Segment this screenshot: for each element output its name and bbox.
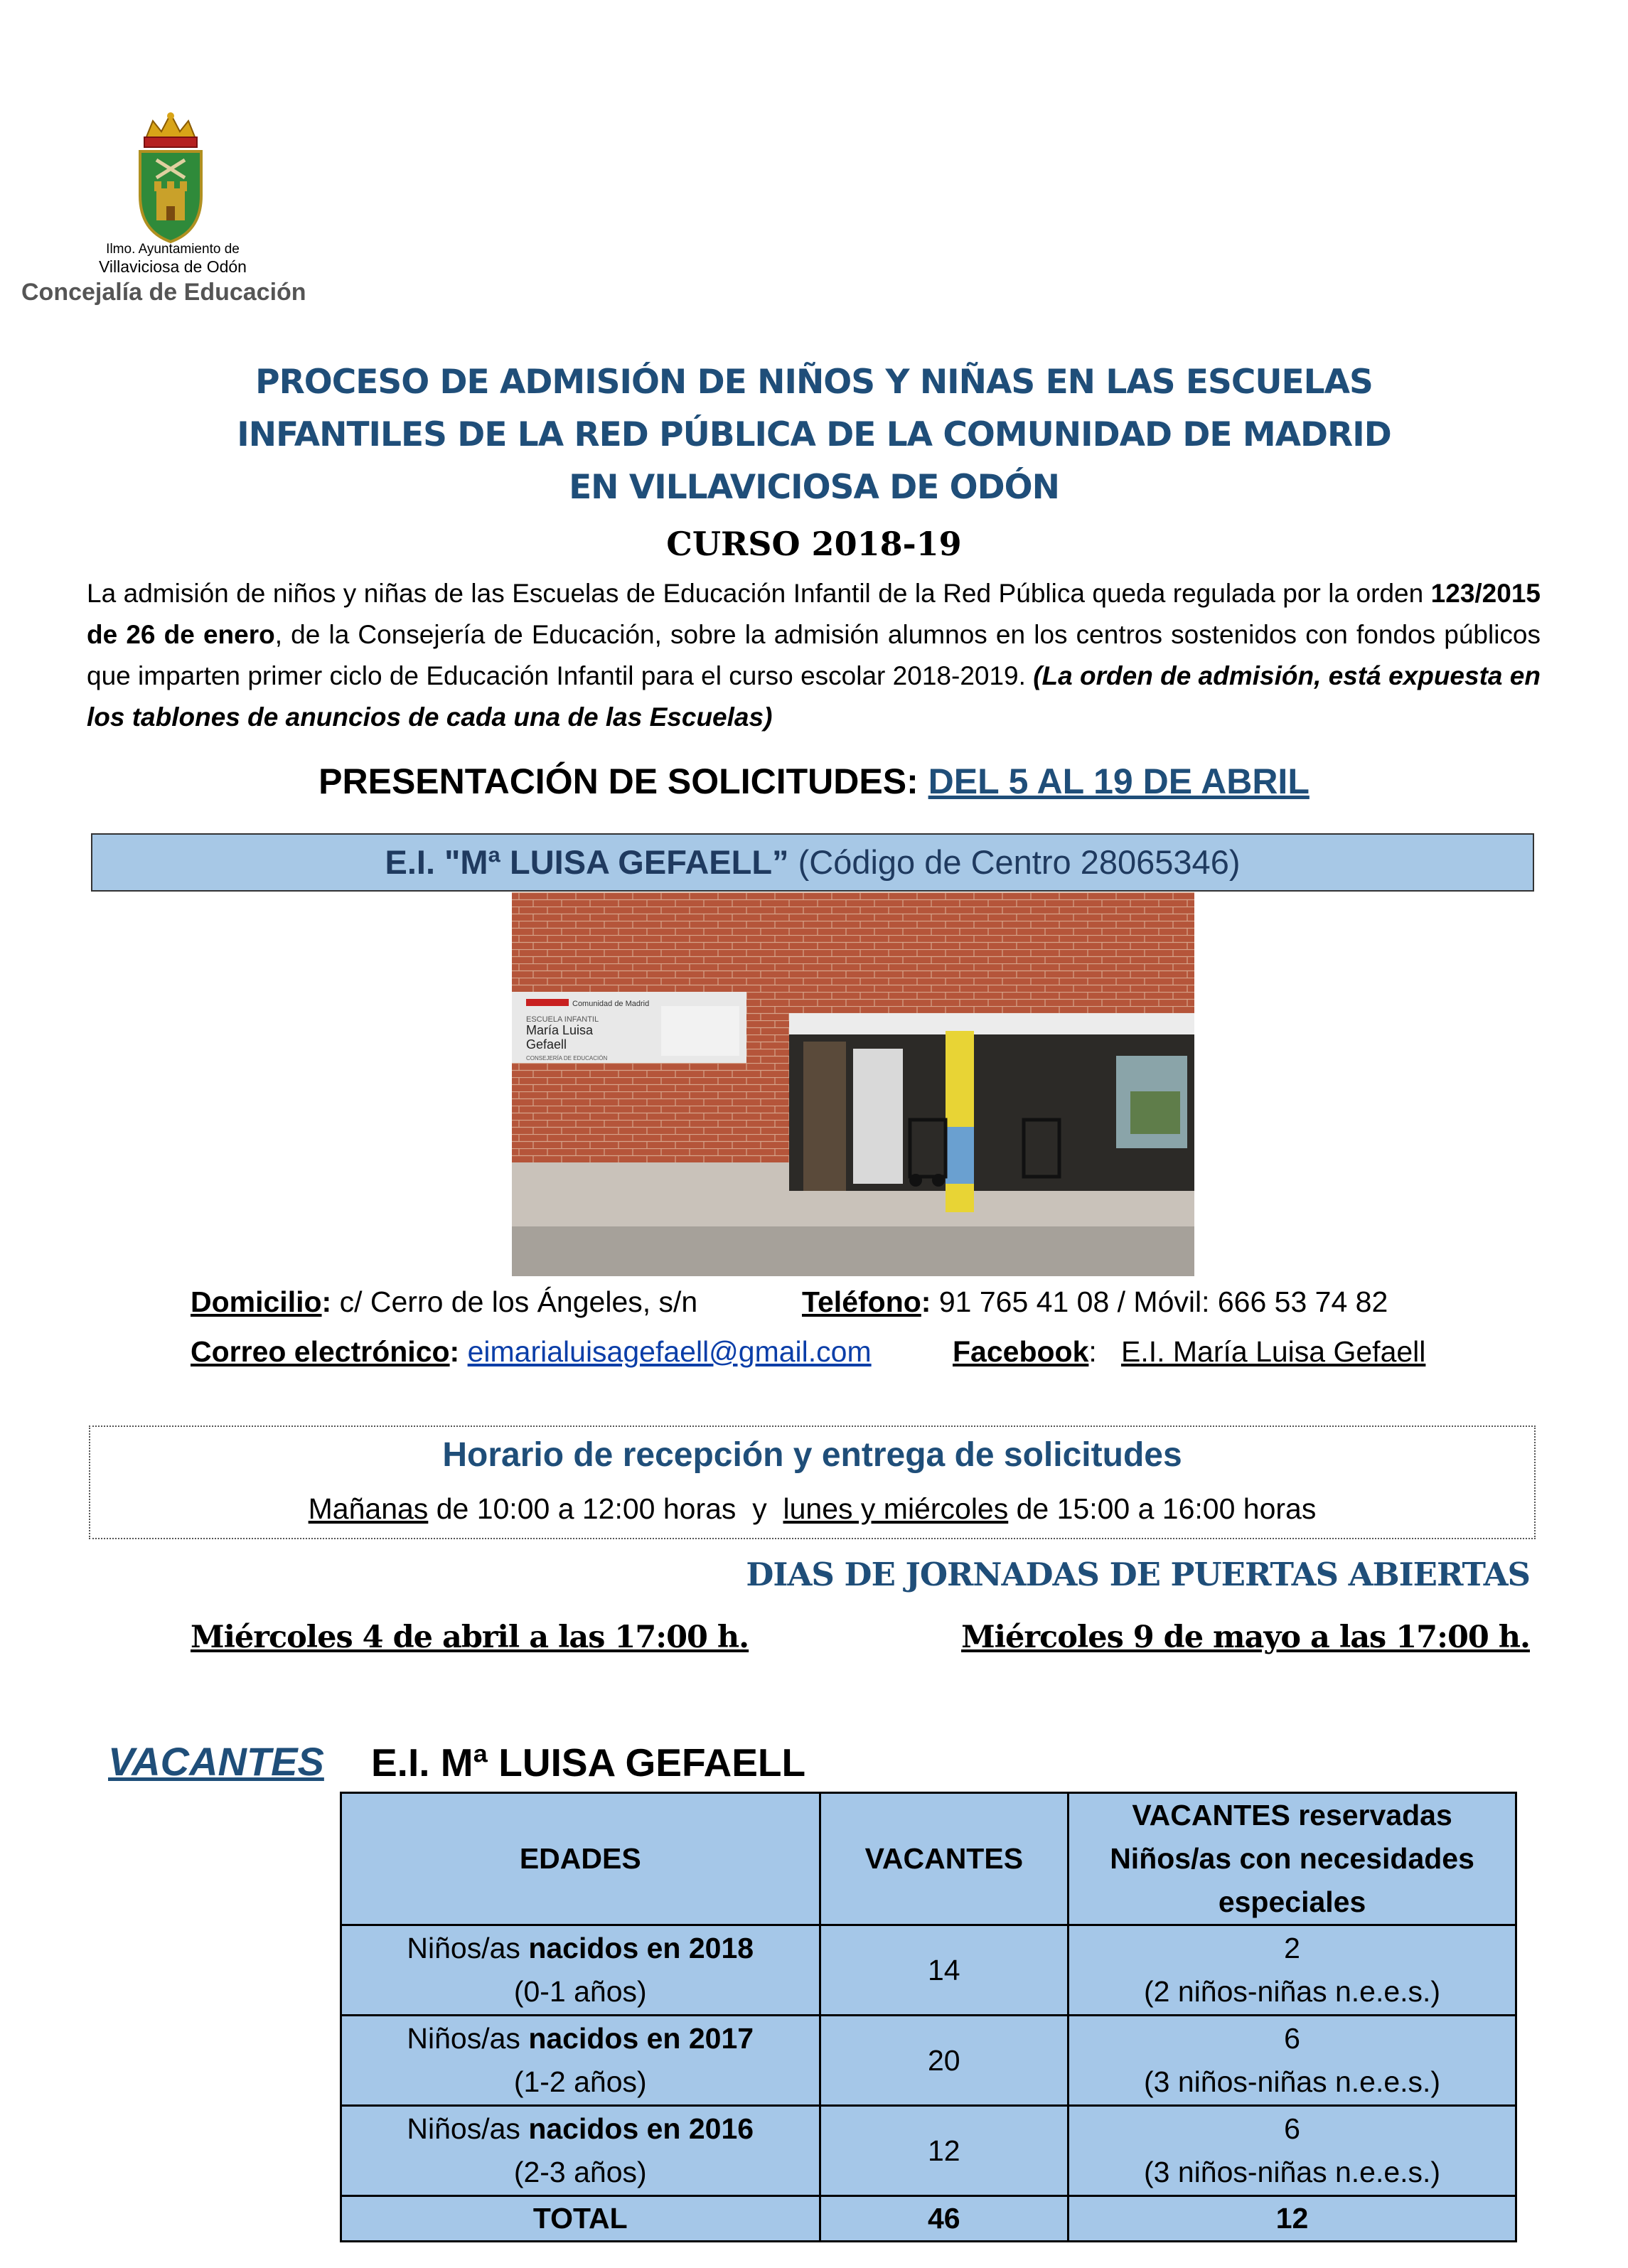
header-vacancies: VACANTES xyxy=(820,1793,1069,1925)
application-dates: DEL 5 AL 19 DE ABRIL xyxy=(928,761,1310,801)
sign-name-line1: María Luisa xyxy=(526,1023,594,1037)
table-row xyxy=(341,1925,1516,2016)
facebook-link[interactable]: E.I. María Luisa Gefaell xyxy=(1120,1335,1426,1368)
open-days-title: DIAS DE JORNADAS DE PUERTAS ABIERTAS xyxy=(746,1556,1530,1593)
department-name: Concejalía de Educación xyxy=(21,279,306,306)
age-cell: Niños/as nacidos en 2018 (0-1 años) xyxy=(341,1925,820,2016)
sign-header-text: Comunidad de Madrid xyxy=(572,1000,650,1008)
document-title-line2: INFANTILES DE LA RED PÚBLICA DE LA COMUNIDAD DE MADRID xyxy=(237,415,1391,454)
schedule-box xyxy=(89,1425,1536,1539)
open-day-1: Miércoles 4 de abril a las 17:00 h. xyxy=(191,1620,749,1655)
reserved-cell: 2 (2 niños-niñas n.e.e.s.) xyxy=(1069,1925,1516,2016)
vacancies-table xyxy=(340,1792,1517,2242)
intro-paragraph: La admisión de niños y niñas de las Escuelas de Educación Infantil de la Red Pública queda regulada por la orden 123/2015 de 26 de enero, de la Consejería de Educación, sobre la admisión alumnos en los centros sostenidos con fondos públicos que imparten primer ciclo de Educación Infantil para el curso escolar 2018-2019. (La orden de admisión, está expuesta en los tablones de anuncios de cada una de las Escuelas) xyxy=(87,579,1541,732)
course-year: CURSO 2018-19 xyxy=(666,525,962,563)
reserved-cell: 6 (3 niños-niñas n.e.e.s.) xyxy=(1069,2016,1516,2106)
document-title-line1: PROCESO DE ADMISIÓN DE NIÑOS Y NIÑAS EN LAS ESCUELAS xyxy=(255,363,1373,402)
vacancies-cell: 14 xyxy=(820,1925,1069,2016)
table-header-row xyxy=(341,1793,1516,1925)
header-reserved: VACANTES reservadas Niños/as con necesidades especiales xyxy=(1069,1793,1516,1925)
schedule-text: Mañanas de 10:00 a 12:00 horas y lunes y miércoles de 15:00 a 16:00 horas xyxy=(308,1492,1317,1525)
sign-footer-text: CONSEJERÍA DE EDUCACIÓN xyxy=(526,1055,608,1061)
age-cell: Niños/as nacidos en 2016 (2-3 años) xyxy=(341,2106,820,2196)
table-total-row xyxy=(341,2196,1516,2242)
total-label: TOTAL xyxy=(341,2196,820,2242)
vacancies-title: VACANTES xyxy=(108,1739,324,1784)
total-reserved: 12 xyxy=(1069,2196,1516,2242)
open-day-2: Miércoles 9 de mayo a las 17:00 h. xyxy=(961,1620,1530,1655)
facebook-line: Facebook: E.I. María Luisa Gefaell xyxy=(953,1335,1426,1368)
document-title-line3: EN VILLAVICIOSA DE ODÓN xyxy=(569,468,1059,507)
schedule-title: Horario de recepción y entrega de solicitudes xyxy=(442,1436,1182,1474)
sign-small-text: ESCUELA INFANTIL xyxy=(526,1015,599,1024)
table-row xyxy=(341,2016,1516,2106)
table-row xyxy=(341,2106,1516,2196)
municipality-name-line1: Ilmo. Ayuntamiento de xyxy=(106,242,240,257)
total-vacancies: 46 xyxy=(820,2196,1069,2242)
application-period: PRESENTACIÓN DE SOLICITUDES: DEL 5 AL 19 DE ABRIL xyxy=(318,761,1310,801)
email-link[interactable]: eimarialuisagefaell@gmail.com xyxy=(467,1335,872,1368)
vacancies-cell: 20 xyxy=(820,2016,1069,2106)
school-banner: E.I. "Mª LUISA GEFAELL” (Código de Centro 28065346) xyxy=(91,833,1534,892)
school-photo xyxy=(512,892,1194,1276)
municipal-crest-icon xyxy=(132,110,210,245)
vacancies-cell: 12 xyxy=(820,2106,1069,2196)
reserved-cell: 6 (3 niños-niñas n.e.e.s.) xyxy=(1069,2106,1516,2196)
sign-name-line2: Gefaell xyxy=(526,1037,567,1052)
phone-line: Teléfono: 91 765 41 08 / Móvil: 666 53 74 82 xyxy=(802,1285,1388,1318)
email-line: Correo electrónico: eimarialuisagefaell@gmail.com xyxy=(191,1335,872,1368)
vacancies-school-name: E.I. Mª LUISA GEFAELL xyxy=(371,1740,806,1785)
age-cell: Niños/as nacidos en 2017 (1-2 años) xyxy=(341,2016,820,2106)
address-line: Domicilio: c/ Cerro de los Ángeles, s/n xyxy=(191,1285,698,1318)
header-ages: EDADES xyxy=(341,1793,820,1925)
municipality-name-line2: Villaviciosa de Odón xyxy=(99,257,247,276)
